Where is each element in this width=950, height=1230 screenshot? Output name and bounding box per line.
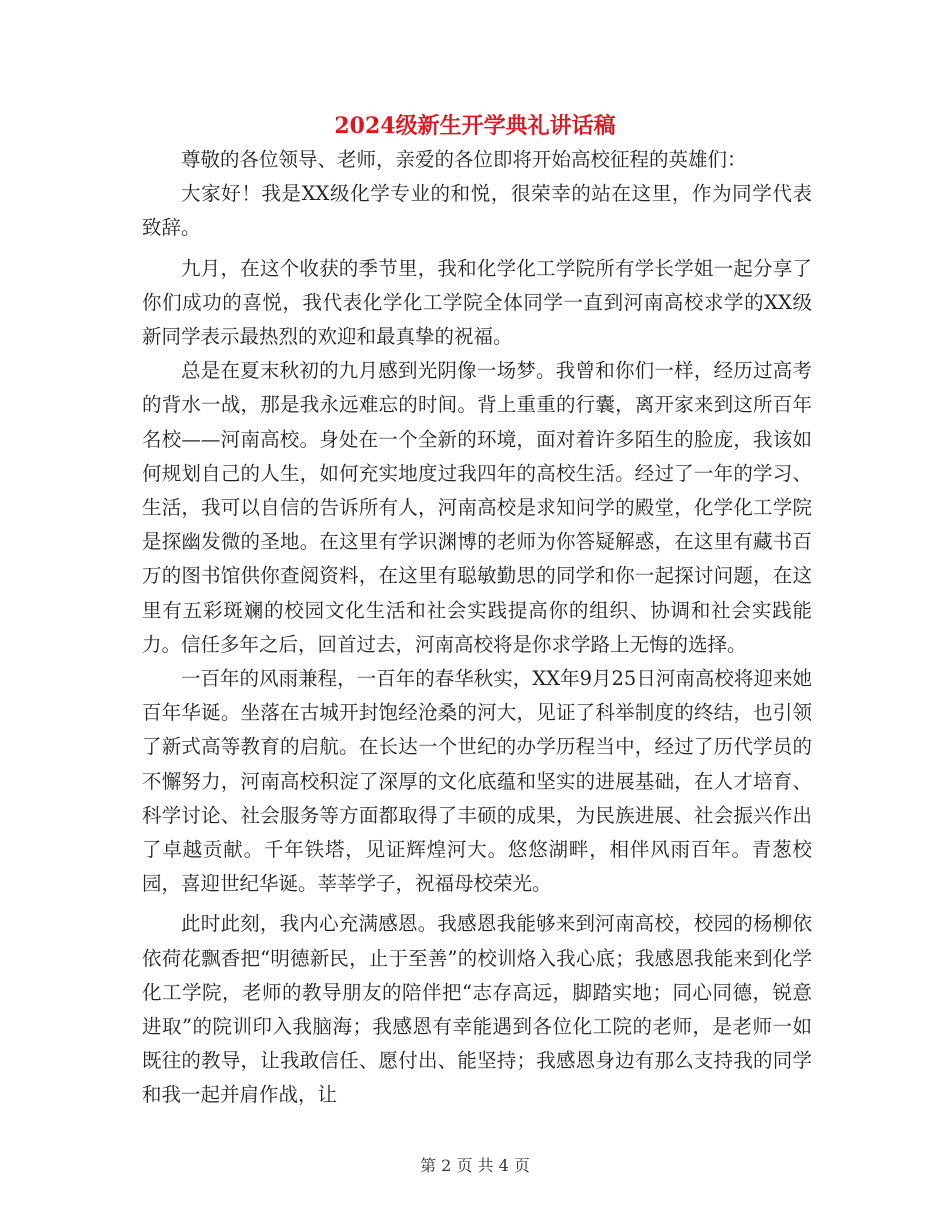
paragraph-memories: 总是在夏末秋初的九月感到光阴像一场梦。我曾和你们一样，经历过高考的背水一战，那是我永远难忘的时间。背上重重的行囊，离开家来到这所百年名校——河南高校。身处在一个全新的环境，面对着许多陌生的脸庞，我该如何规划自己的人生，如何充实地度过我四年的高校生活。经过了一年的学习、生活，我可以自信的告诉所有人，河南高校是求知问学的殿堂，化学化工学院是探幽发微的圣地。在这里有学识渊博的老师为你答疑解惑，在这里有藏书百万的图书馆供你查阅资料，在这里有聪敏勤思的同学和你一起探讨问题，在这里有五彩斑斓的校园文化生活和社会实践提高你的组织、协调和社会实践能力。信任多年之后，回首过去，河南高校将是你求学路上无悔的选择。 <box>142 359 812 656</box>
paragraph-gratitude: 此时此刻，我内心充满感恩。我感恩我能够来到河南高校，校园的杨柳依依荷花飘香把“明德新民，止于至善”的校训烙入我心底；我感恩我能来到化学化工学院，老师的教导朋友的陪伴把“志存高远，脚踏实地；同心同德，锐意进取”的院训印入我脑海；我感恩有幸能遇到各位化工院的老师，是老师一如既往的教导，让我敢信任、愿付出、能坚持；我感恩身边有那么支持我的同学和我一起并肩作战，让 <box>142 912 812 1107</box>
salutation: 尊敬的各位领导、老师，亲爱的各位即将开始高校征程的英雄们： <box>181 148 747 171</box>
paragraph-greeting: 大家好！我是XX级化学专业的和悦，很荣幸的站在这里，作为同学代表致辞。 <box>142 182 812 240</box>
document-body <box>142 143 812 1113</box>
page-number: 第 2 页 共 4 页 <box>420 1156 530 1175</box>
paragraph-centennial: 一百年的风雨兼程，一百年的春华秋实，XX年9月25日河南高校将迎来她百年华诞。坐落在古城开封饱经沧桑的河大，见证了科举制度的终结，也引领了新式高等教育的启航。在长达一个世纪的办学历程当中，经过了历代学员的不懈努力，河南高校积淀了深厚的文化底蕴和坚实的进展基础，在人才培育、科学讨论、社会服务等方面都取得了丰硕的成果，为民族进展、社会振兴作出了卓越贡献。千年铁塔，见证辉煌河大。悠悠湖畔，相伴风雨百年。青葱校园，喜迎世纪华诞。莘莘学子，祝福母校荣光。 <box>142 667 812 896</box>
document-title: 2024级新生开学典礼讲话稿 <box>334 113 616 139</box>
paragraph-welcome: 九月，在这个收获的季节里，我和化学化工学院所有学长学姐一起分享了你们成功的喜悦，我代表化学化工学院全体同学一直到河南高校求学的XX级新同学表示最热烈的欢迎和最真挚的祝福。 <box>142 256 812 349</box>
